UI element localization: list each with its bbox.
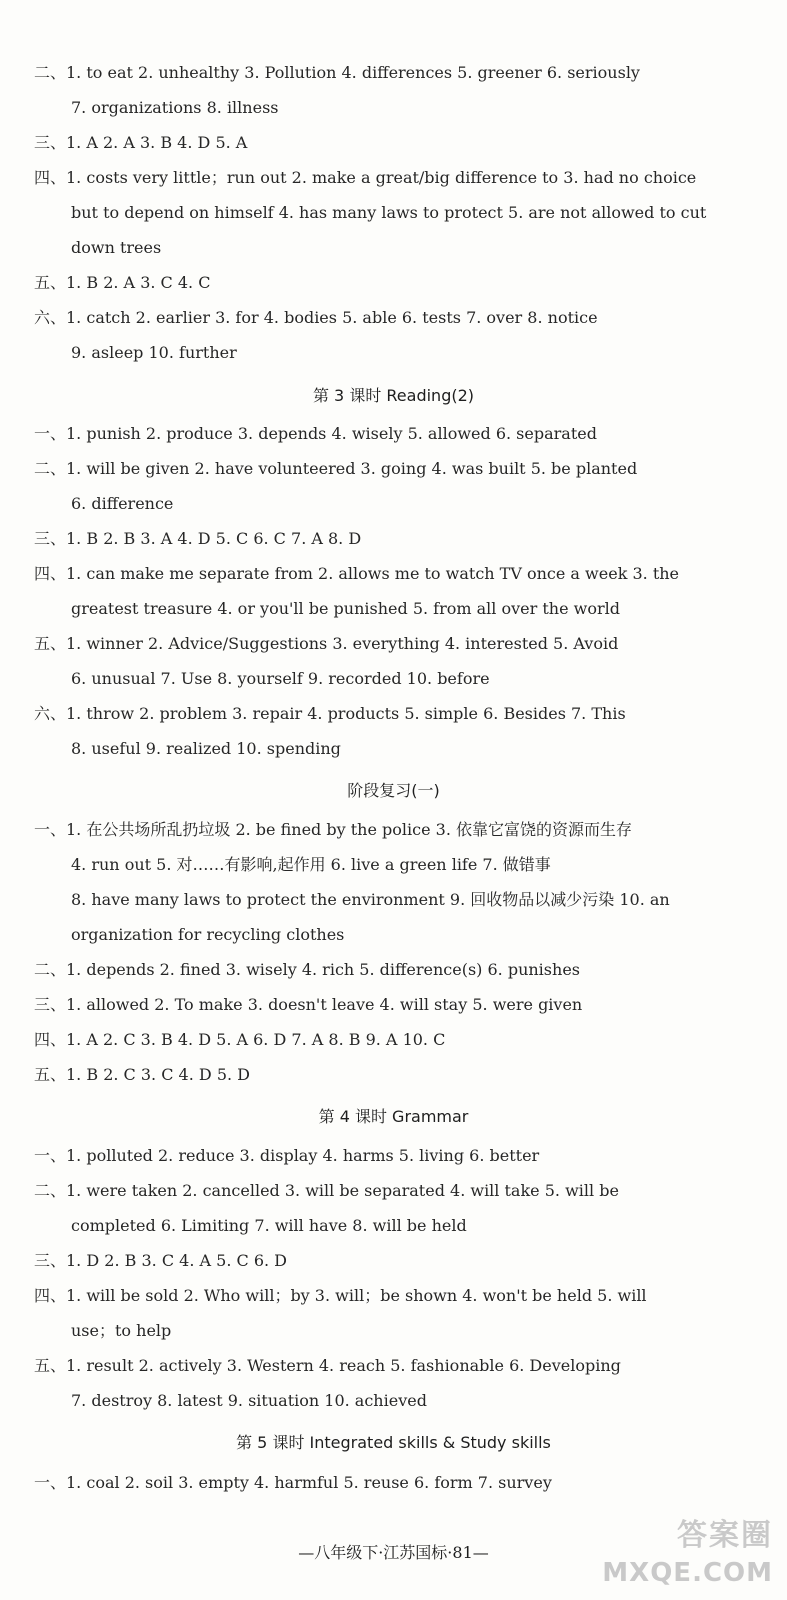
answer-line: 五、1. result 2. actively 3. Western 4. reach 5. fashionable 6. Developing: [34, 1356, 621, 1375]
answer-line: 8. have many laws to protect the environment 9. 回收物品以减少污染 10. an: [71, 890, 670, 909]
answer-line: 五、1. winner 2. Advice/Suggestions 3. everything 4. interested 5. Avoid: [34, 634, 619, 653]
answer-line: 4. run out 5. 对……有影响,起作用 6. live a green life 7. 做错事: [71, 855, 551, 874]
answer-line: greatest treasure 4. or you'll be punished 5. from all over the world: [71, 599, 620, 618]
answer-line: 四、1. costs very little；run out 2. make a great/big difference to 3. had no choice: [34, 168, 697, 187]
answer-line: 四、1. will be sold 2. Who will；by 3. will；be shown 4. won't be held 5. will: [34, 1286, 647, 1305]
section-heading-integrated-skills: 第 5 课时 Integrated skills & Study skills: [236, 1433, 551, 1452]
answer-line: 二、1. were taken 2. cancelled 3. will be separated 4. will take 5. will be: [34, 1181, 619, 1200]
answer-line: 7. organizations 8. illness: [71, 98, 279, 117]
section-heading-grammar: 第 4 课时 Grammar: [318, 1107, 469, 1126]
answer-line: 6. unusual 7. Use 8. yourself 9. recorded 10. before: [71, 669, 490, 688]
answer-line: 五、1. B 2. C 3. C 4. D 5. D: [34, 1065, 251, 1084]
answer-line: 一、1. polluted 2. reduce 3. display 4. harms 5. living 6. better: [34, 1146, 540, 1165]
answer-block-unit-review: [34, 55, 754, 370]
answer-line: organization for recycling clothes: [71, 925, 345, 944]
answer-line: 六、1. catch 2. earlier 3. for 4. bodies 5. able 6. tests 7. over 8. notice: [34, 308, 598, 327]
answer-block-stage-review: [34, 812, 754, 1092]
watermark-text-top: 答案圈: [677, 1518, 773, 1553]
answer-line: 三、1. allowed 2. To make 3. doesn't leave 4. will stay 5. were given: [34, 995, 583, 1014]
answer-line: 三、1. B 2. B 3. A 4. D 5. C 6. C 7. A 8. D: [34, 529, 362, 548]
answer-line: 8. useful 9. realized 10. spending: [71, 739, 341, 758]
answer-block-grammar: [34, 1138, 754, 1418]
answer-line: 四、1. can make me separate from 2. allows me to watch TV once a week 3. the: [34, 564, 680, 583]
answer-line: 三、1. A 2. A 3. B 4. D 5. A: [34, 133, 248, 152]
section-heading-stage-review: 阶段复习(一): [347, 781, 440, 800]
answer-line: 二、1. to eat 2. unhealthy 3. Pollution 4. differences 5. greener 6. seriously: [34, 63, 640, 82]
answer-block-reading-2: [34, 416, 754, 766]
answer-line: 7. destroy 8. latest 9. situation 10. achieved: [71, 1391, 427, 1410]
answer-line: 二、1. depends 2. fined 3. wisely 4. rich 5. difference(s) 6. punishes: [34, 960, 580, 979]
answer-line: 一、1. punish 2. produce 3. depends 4. wisely 5. allowed 6. separated: [34, 424, 597, 443]
answer-line: 一、1. coal 2. soil 3. empty 4. harmful 5. reuse 6. form 7. survey: [34, 1473, 552, 1492]
section-heading-reading-2: 第 3 课时 Reading(2): [312, 386, 475, 405]
answer-line: 二、1. will be given 2. have volunteered 3. going 4. was built 5. be planted: [34, 459, 638, 478]
answer-line: down trees: [71, 238, 162, 257]
answer-line: 五、1. B 2. A 3. C 4. C: [34, 273, 211, 292]
answer-line: 6. difference: [71, 494, 174, 513]
answer-line: 9. asleep 10. further: [71, 343, 237, 362]
answer-line: 四、1. A 2. C 3. B 4. D 5. A 6. D 7. A 8. B 9. A 10. C: [34, 1030, 446, 1049]
answer-line: use；to help: [71, 1321, 172, 1340]
answer-block-integrated-skills: [34, 1465, 754, 1500]
answer-line: 六、1. throw 2. problem 3. repair 4. products 5. simple 6. Besides 7. This: [34, 704, 626, 723]
answer-line: 一、1. 在公共场所乱扔垃圾 2. be fined by the police 3. 依靠它富饶的资源而生存: [34, 820, 632, 839]
page-footer: —八年级下·江苏国标·81—: [298, 1543, 489, 1562]
answer-line: completed 6. Limiting 7. will have 8. will be held: [71, 1216, 467, 1235]
answer-line: 三、1. D 2. B 3. C 4. A 5. C 6. D: [34, 1251, 287, 1270]
answer-line: but to depend on himself 4. has many laws to protect 5. are not allowed to cut: [71, 203, 707, 222]
watermark-text-bottom: MXQE.COM: [602, 1558, 773, 1588]
watermark-logo: [573, 1516, 773, 1596]
